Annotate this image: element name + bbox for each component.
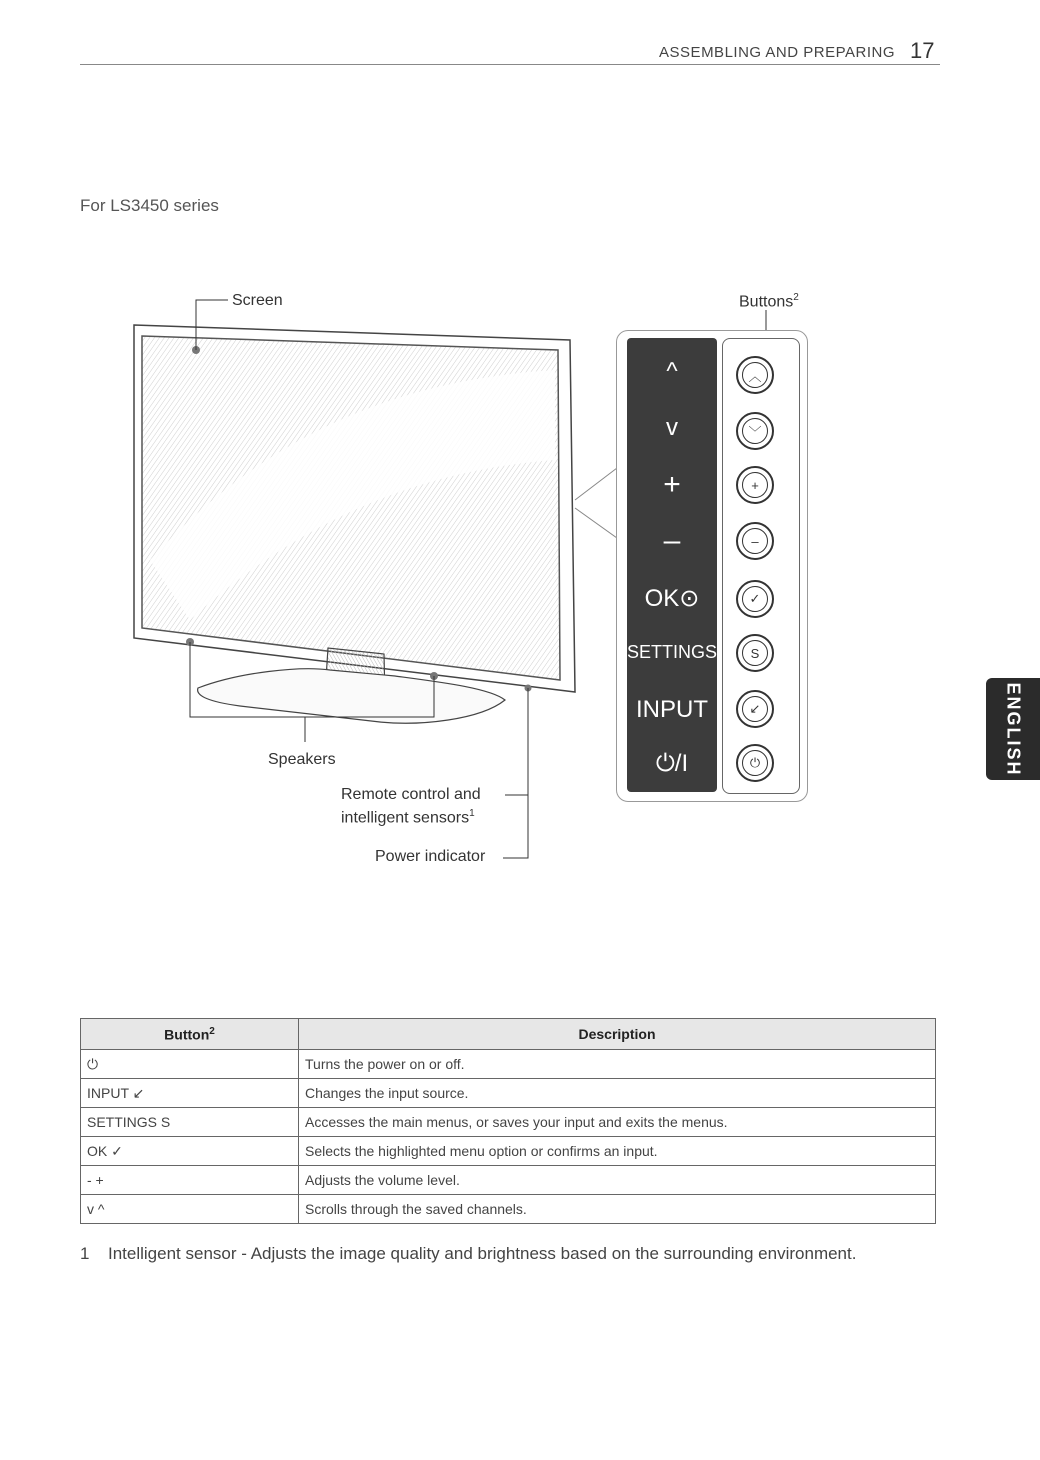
power-icon: ⏻ — [736, 744, 774, 782]
description-cell: Selects the highlighted menu option or confirms an input. — [299, 1137, 936, 1166]
button-cell: v ^ — [81, 1195, 299, 1224]
table-row — [81, 1050, 936, 1079]
button-column-header-text: Button — [164, 1026, 210, 1043]
minus-icon: – — [736, 522, 774, 560]
button-panel-labels — [627, 338, 717, 792]
button-column-header — [81, 1019, 299, 1050]
remote-sensor-label — [341, 785, 481, 827]
panel-label-input: INPUT — [636, 696, 708, 723]
screen-label: Screen — [232, 292, 283, 309]
table-row — [81, 1166, 936, 1195]
panel-label-ok: OK⊙ — [644, 585, 700, 612]
button-cell: ⏻ — [81, 1050, 299, 1079]
settings-s-icon: S — [736, 634, 774, 672]
button-column-sup: 2 — [209, 1025, 215, 1037]
table-row — [81, 1195, 936, 1224]
speakers-label: Speakers — [268, 751, 336, 768]
panel-label-plus: + — [663, 468, 681, 501]
buttons-label — [739, 292, 799, 311]
section-title: ASSEMBLING AND PREPARING — [659, 44, 895, 61]
button-description-table — [80, 1018, 936, 1224]
panel-label-down: v — [666, 414, 678, 441]
buttons-label-text: Buttons — [739, 293, 794, 311]
checkmark-icon: ✓ — [736, 580, 774, 618]
remote-sup: 1 — [469, 808, 475, 819]
panel-label-power: ⏻/I — [655, 750, 689, 777]
buttons-sup: 2 — [793, 292, 799, 303]
table-row — [81, 1079, 936, 1108]
remote-label-line2 — [341, 804, 481, 827]
series-heading: For LS3450 series — [80, 196, 219, 215]
down-chevron-icon: ﹀ — [736, 412, 774, 450]
input-arrow-icon: ↙ — [736, 690, 774, 728]
button-cell: INPUT ↙ — [81, 1079, 299, 1108]
button-cell: SETTINGS S — [81, 1108, 299, 1137]
plus-icon: + — [736, 466, 774, 504]
description-cell: Adjusts the volume level. — [299, 1166, 936, 1195]
footnote — [80, 1244, 856, 1264]
table-row — [81, 1137, 936, 1166]
up-chevron-icon: ︿ — [736, 356, 774, 394]
footnote-number: 1 — [80, 1244, 90, 1263]
description-cell: Changes the input source. — [299, 1079, 936, 1108]
panel-label-up: ^ — [666, 358, 678, 385]
page-number: 17 — [910, 38, 935, 63]
power-indicator-label: Power indicator — [375, 848, 486, 865]
button-cell: - + — [81, 1166, 299, 1195]
language-tab-label: ENGLISH — [1003, 681, 1024, 777]
table-header-row — [81, 1019, 936, 1050]
description-cell: Turns the power on or off. — [299, 1050, 936, 1079]
description-cell: Accesses the main menus, or saves your input and exits the menus. — [299, 1108, 936, 1137]
button-cell: OK ✓ — [81, 1137, 299, 1166]
panel-label-minus: – — [663, 524, 681, 557]
table-row — [81, 1108, 936, 1137]
description-cell: Scrolls through the saved channels. — [299, 1195, 936, 1224]
remote-label-line2-text: intelligent sensors — [341, 809, 470, 827]
remote-label-line1: Remote control and — [341, 786, 481, 803]
description-column-header: Description — [299, 1019, 936, 1050]
footnote-text: Intelligent sensor - Adjusts the image quality and brightness based on the surrounding environment. — [108, 1244, 857, 1263]
panel-label-settings: SETTINGS — [627, 642, 718, 662]
